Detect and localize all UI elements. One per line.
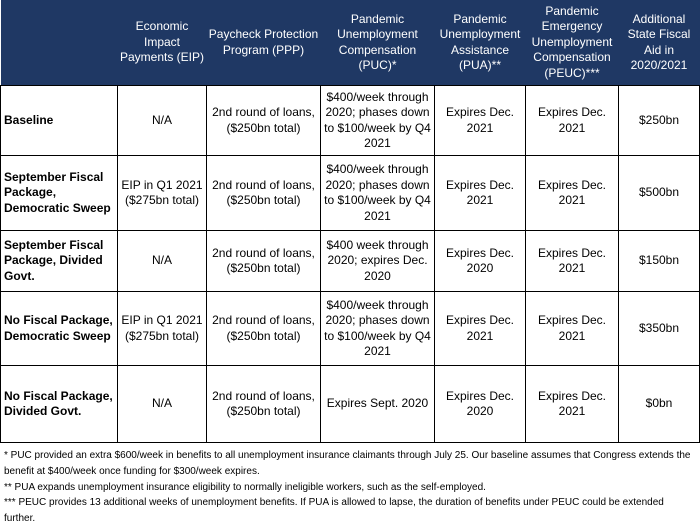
table-row xyxy=(1,156,700,231)
cell-eip: N/A xyxy=(118,231,207,292)
cell-eip: N/A xyxy=(118,86,207,156)
header-scenario xyxy=(1,0,118,86)
cell-ppp: 2nd round of loans, ($250bn total) xyxy=(207,156,321,231)
footnote-pua: ** PUA expands unemployment insurance eligibility to normally ineligible workers, such as the self-employed. xyxy=(4,481,486,493)
cell-state-aid: $0bn xyxy=(619,366,700,443)
cell-peuc: Expires Dec. 2021 xyxy=(526,156,619,231)
table-row xyxy=(1,366,700,443)
footnotes xyxy=(4,448,696,527)
header-row xyxy=(1,0,700,86)
footnote-peuc: *** PEUC provides 13 additional weeks of unemployment benefits. If PUA is allowed to lapse, the duration of benefits under PEUC could be extended further. xyxy=(4,497,664,525)
cell-puc: $400/week through 2020; phases down to $100/week by Q4 2021 xyxy=(321,86,435,156)
cell-state-aid: $250bn xyxy=(619,86,700,156)
scenario-label: Baseline xyxy=(1,86,118,156)
cell-pua: Expires Dec. 2021 xyxy=(435,86,526,156)
scenario-label: No Fiscal Package, Divided Govt. xyxy=(1,366,118,443)
header-puc: Pandemic Unemployment Compensation (PUC)* xyxy=(321,0,435,86)
cell-puc: Expires Sept. 2020 xyxy=(321,366,435,443)
cell-eip: N/A xyxy=(118,366,207,443)
cell-eip: EIP in Q1 2021 ($275bn total) xyxy=(118,292,207,366)
footnote-puc: * PUC provided an extra $600/week in benefits to all unemployment insurance claimants through July 25. Our baseline assumes that Congress extends the benefit at $400/week once funding for $300/week expires. xyxy=(4,450,691,477)
header-state-aid: Additional State Fiscal Aid in 2020/2021 xyxy=(619,0,700,86)
cell-state-aid: $500bn xyxy=(619,156,700,231)
cell-peuc: Expires Dec. 2021 xyxy=(526,86,619,156)
cell-pua: Expires Dec. 2020 xyxy=(435,366,526,443)
header-pua: Pandemic Unemployment Assistance (PUA)** xyxy=(435,0,526,86)
scenario-label: No Fiscal Package, Democratic Sweep xyxy=(1,292,118,366)
scenario-label: September Fiscal Package, Divided Govt. xyxy=(1,231,118,292)
header-eip: Economic Impact Payments (EIP) xyxy=(118,0,207,86)
cell-ppp: 2nd round of loans, ($250bn total) xyxy=(207,231,321,292)
header-peuc: Pandemic Emergency Unemployment Compensation (PEUC)*** xyxy=(526,0,619,86)
cell-peuc: Expires Dec. 2021 xyxy=(526,292,619,366)
table-row xyxy=(1,231,700,292)
cell-state-aid: $350bn xyxy=(619,292,700,366)
cell-ppp: 2nd round of loans, ($250bn total) xyxy=(207,366,321,443)
cell-pua: Expires Dec. 2020 xyxy=(435,231,526,292)
cell-peuc: Expires Dec. 2021 xyxy=(526,231,619,292)
table-row xyxy=(1,292,700,366)
table-row xyxy=(1,86,700,156)
cell-pua: Expires Dec. 2021 xyxy=(435,292,526,366)
cell-puc: $400/week through 2020; phases down to $100/week by Q4 2021 xyxy=(321,292,435,366)
cell-peuc: Expires Dec. 2021 xyxy=(526,366,619,443)
cell-puc: $400/week through 2020; phases down to $100/week by Q4 2021 xyxy=(321,156,435,231)
cell-eip: EIP in Q1 2021 ($275bn total) xyxy=(118,156,207,231)
cell-state-aid: $150bn xyxy=(619,231,700,292)
cell-ppp: 2nd round of loans, ($250bn total) xyxy=(207,292,321,366)
cell-pua: Expires Dec. 2021 xyxy=(435,156,526,231)
header-ppp: Paycheck Protection Program (PPP) xyxy=(207,0,321,86)
cell-ppp: 2nd round of loans, ($250bn total) xyxy=(207,86,321,156)
scenario-label: September Fiscal Package, Democratic Sweep xyxy=(1,156,118,231)
cell-puc: $400 week through 2020; expires Dec. 2020 xyxy=(321,231,435,292)
